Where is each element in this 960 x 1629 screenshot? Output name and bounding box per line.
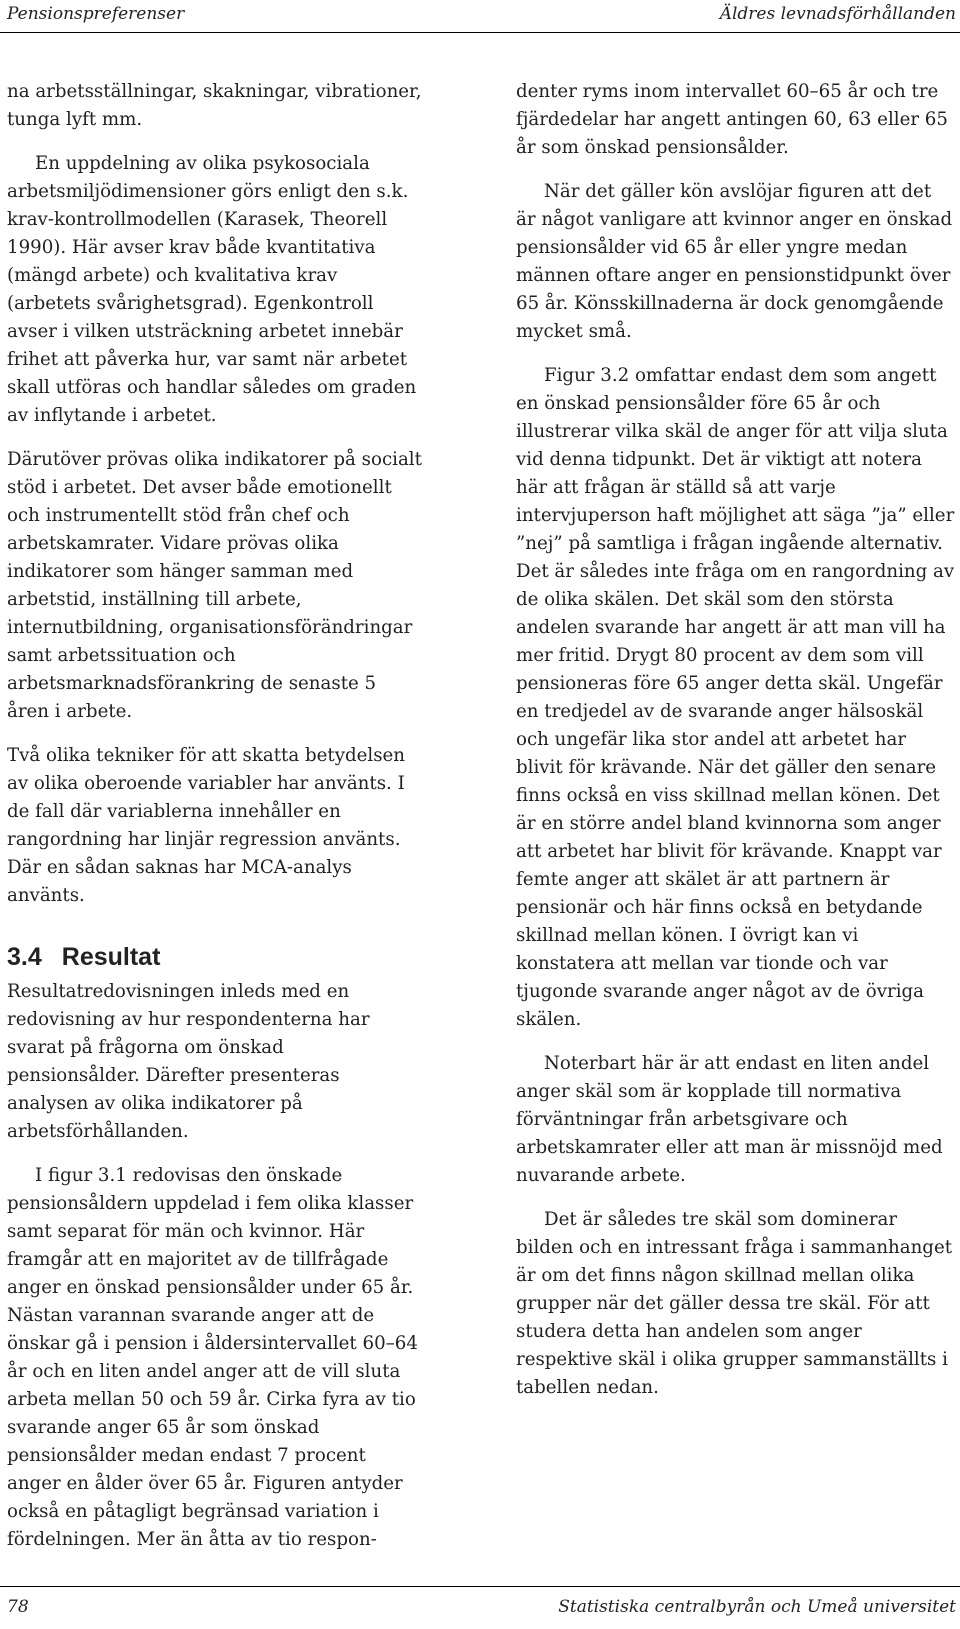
running-footer	[0, 1586, 960, 1627]
paragraph: na arbetsställningar, skakningar, vibrationer, tunga lyft mm.	[7, 81, 422, 130]
left-column	[7, 78, 422, 1570]
header-left-title: Pensionspreferenser	[7, 4, 185, 24]
footer-publisher: Statistiska centralbyrån och Umeå universitet	[558, 1597, 956, 1617]
paragraph: denter ryms inom intervallet 60–65 år och tre fjärdedelar har angett antingen 60, 63 eller 65 år som önskad pensionsålder.	[516, 81, 948, 158]
paragraph: En uppdelning av olika psykosociala arbetsmiljödimensioner görs enligt den s.k. krav-kontrollmodellen (Karasek, Theorell 1990). Här avser krav både kvantitativa (mängd arbete) och kvalitativa krav (arbetets svårighetsgrad). Egenkontroll avser i vilken utsträckning arbetet innebär frihet att påverka hur, var samt när arbetet skall utföras och handlar således om graden av inflytande i arbetet.	[7, 153, 417, 426]
right-column	[516, 78, 956, 1418]
section-number: 3.4	[7, 943, 42, 971]
paragraph: Det är således tre skäl som dominerar bilden och en intressant fråga i sammanhanget är om det finns någon skillnad mellan olika grupper när det gäller dessa tre skäl. För att studera detta han andelen som anger respektive skäl i olika grupper sammanställts i tabellen nedan.	[516, 1209, 953, 1398]
paragraph: Därutöver prövas olika indikatorer på socialt stöd i arbetet. Det avser både emotionellt och instrumentellt stöd från chef och arbetskamrater. Vidare prövas olika indikatorer som hänger samman med arbetstid, inställning till arbete, internutbildning, organisationsförändringar samt arbetssituation och arbetsmarknadsförankring de senaste 5 åren i arbete.	[7, 449, 422, 722]
section-title: Resultat	[61, 943, 161, 971]
running-header	[0, 0, 960, 33]
paragraph: Figur 3.2 omfattar endast dem som angett en önskad pensionsålder före 65 år och illustrerar vilka skäl de anger för att vilja sluta vid denna tidpunkt. Det är viktigt att notera här att frågan är ställd så att varje intervjuperson haft möjlighet att säga ”ja” eller ”nej” på samtliga i frågan ingående alternativ. Det är således inte fråga om en rangordning av de olika skälen. Det skäl som den största andelen svarande har angett är att man vill ha mer fritid. Drygt 80 procent av dem som vill pensioneras före 65 anger detta skäl. Ungefär en tredjedel av de svarande anger hälsoskäl och ungefär lika stor andel att arbetet har blivit för krävande. När det gäller den senare finns också en viss skillnad mellan könen. Det är en större andel bland kvinnorna som anger att arbetet har blivit för krävande. Knappt var femte anger att skälet är att partnern är pensionär och här finns också en betydande skillnad mellan könen. I övrigt kan vi konstatera att mellan var tionde och var tjugonde svarande anger något av de övriga skälen.	[516, 365, 955, 1030]
paragraph: I figur 3.1 redovisas den önskade pensionsåldern uppdelad i fem olika klasser samt separat för män och kvinnor. Här framgår att en majoritet av de tillfrågade anger en önskad pensionsålder under 65 år. Nästan varannan svarande anger att de önskar gå i pension i åldersintervallet 60–64 år och en liten andel anger att de vill sluta arbeta mellan 50 och 59 år. Cirka fyra av tio svarande anger 65 år som önskad pensionsålder medan endast 7 procent anger en ålder över 65 år. Figuren antyder också en påtagligt begränsad variation i fördelningen. Mer än åtta av tio respon-	[7, 1165, 418, 1550]
header-right-title: Äldres levnadsförhållanden	[719, 4, 956, 24]
paragraph: Noterbart här är att endast en liten andel anger skäl som är kopplade till normativa förväntningar från arbetsgivare och arbetskamrater eller att man är missnöjd med nuvarande arbete.	[516, 1053, 943, 1186]
paragraph: Två olika tekniker för att skatta betydelsen av olika oberoende variabler har använts. I de fall där variablerna innehåller en rangordning har linjär regression använts. Där en sådan saknas har MCA-analys använts.	[7, 745, 406, 906]
page-number: 78	[7, 1597, 29, 1617]
paragraph: När det gäller kön avslöjar figuren att det är något vanligare att kvinnor anger en önskad pensionsålder vid 65 år eller yngre medan männen oftare anger en pensionstidpunkt över 65 år. Könsskillnaderna är dock genomgående mycket små.	[516, 181, 953, 342]
paragraph: Resultatredovisningen inleds med en redovisning av hur respondenterna har svarat på frågorna om önskad pensionsålder. Därefter presenteras analysen av olika indikatorer på arbetsförhållanden.	[7, 981, 370, 1142]
section-heading	[7, 942, 422, 972]
